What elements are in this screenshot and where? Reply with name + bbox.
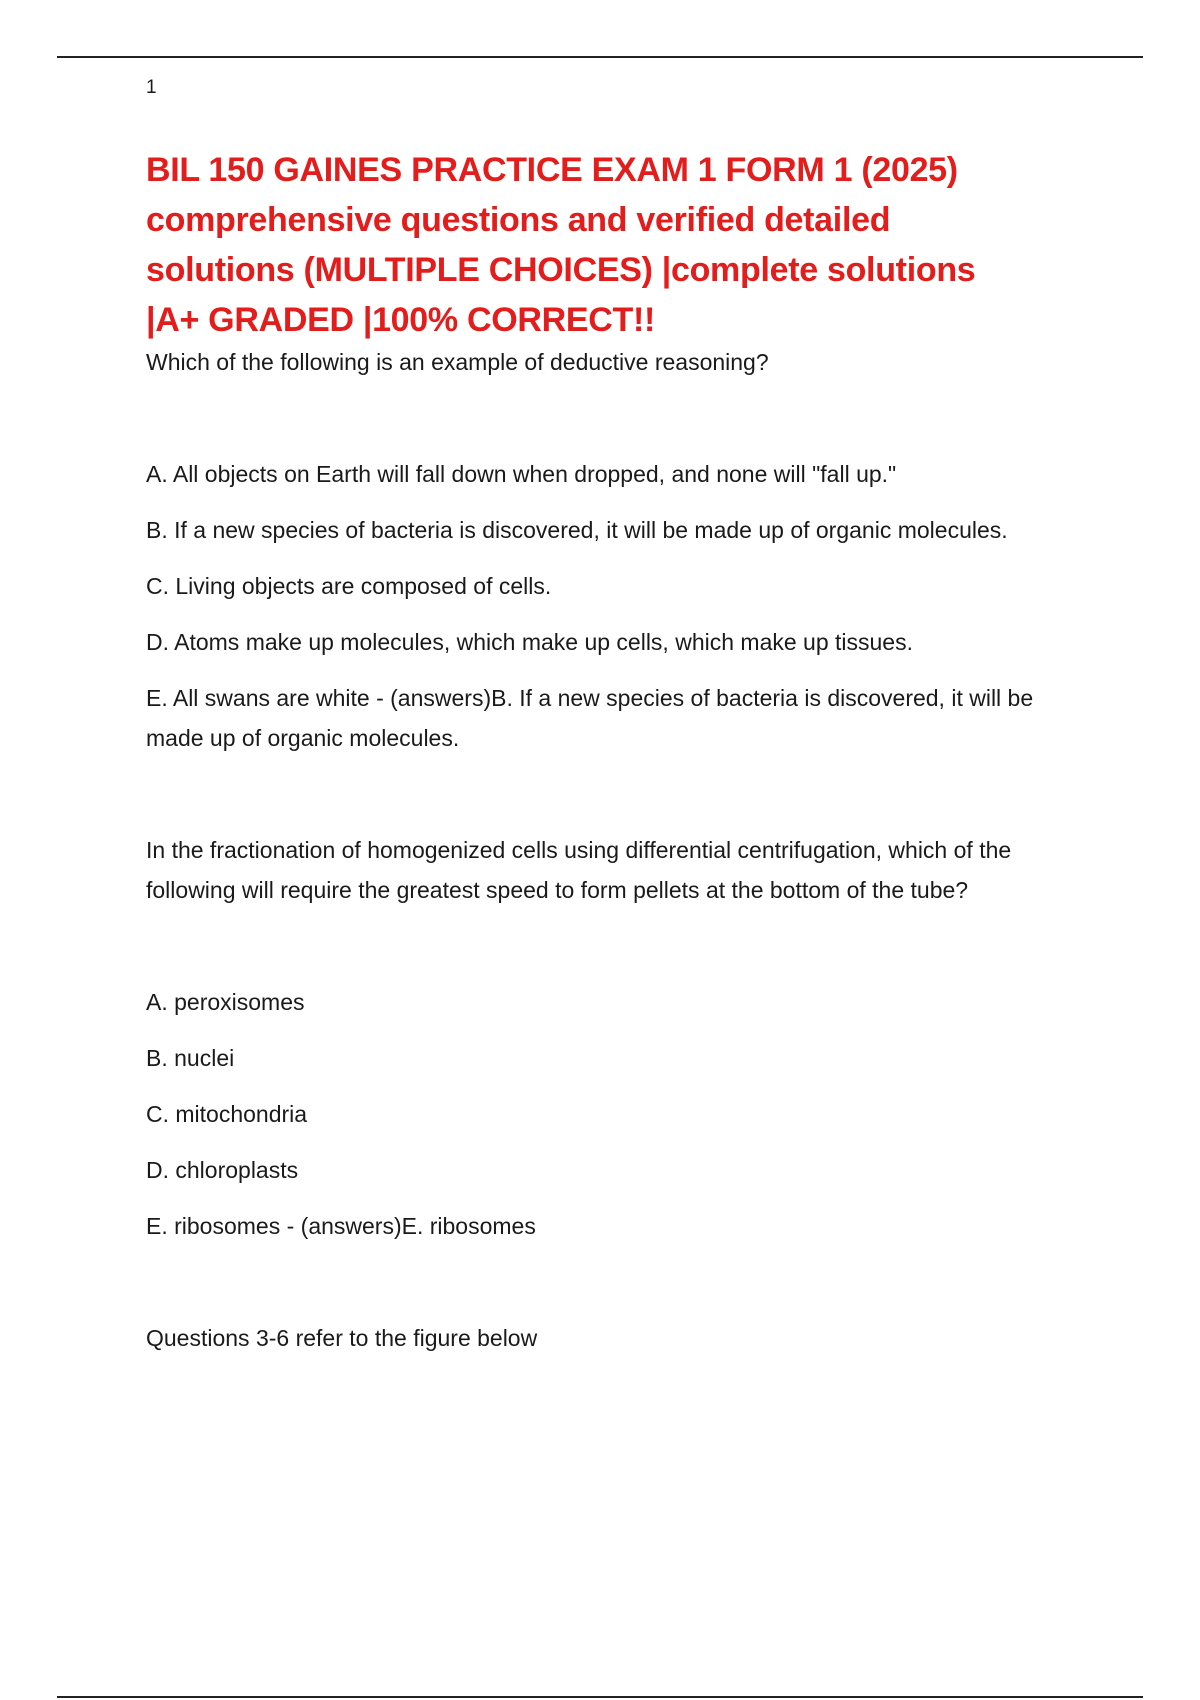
header-rule [57, 56, 1143, 58]
title-line: |A+ GRADED |100% CORRECT!! [146, 301, 656, 339]
answer-option-a: A. peroxisomes [146, 989, 305, 1015]
footer-rule [57, 1696, 1143, 1698]
answer-option-b: B. If a new species of bacteria is discovered, it will be made up of organic molecules. [146, 517, 1008, 543]
answer-option-c: C. Living objects are composed of cells. [146, 573, 552, 599]
figure-reference-note: Questions 3-6 refer to the figure below [146, 1325, 538, 1351]
figure-note-block [146, 1318, 1086, 1358]
question-1 [146, 342, 1086, 758]
document-body [146, 342, 1086, 1358]
document-title [146, 145, 1076, 345]
answer-option-e: E. ribosomes - (answers)E. ribosomes [146, 1213, 536, 1239]
answer-option-c: C. mitochondria [146, 1101, 308, 1127]
title-line: solutions (MULTIPLE CHOICES) |complete solutions [146, 251, 976, 289]
title-line: comprehensive questions and verified detailed [146, 201, 891, 239]
answer-option-b: B. nuclei [146, 1045, 235, 1071]
answer-option-e: E. All swans are white - (answers)B. If a new species of bacteria is discovered, it will be made up of organic molecules. [146, 685, 1034, 751]
answer-option-d: D. Atoms make up molecules, which make up cells, which make up tissues. [146, 629, 913, 655]
answer-option-a: A. All objects on Earth will fall down when dropped, and none will "fall up." [146, 461, 897, 487]
page-number: 1 [146, 77, 157, 98]
title-line: BIL 150 GAINES PRACTICE EXAM 1 FORM 1 (2025) [146, 151, 958, 189]
question-2 [146, 830, 1086, 1246]
question-prompt: In the fractionation of homogenized cells using differential centrifugation, which of the following will require the greatest speed to form pellets at the bottom of the tube? [146, 837, 1012, 903]
question-prompt: Which of the following is an example of deductive reasoning? [146, 349, 769, 375]
answer-option-d: D. chloroplasts [146, 1157, 299, 1183]
